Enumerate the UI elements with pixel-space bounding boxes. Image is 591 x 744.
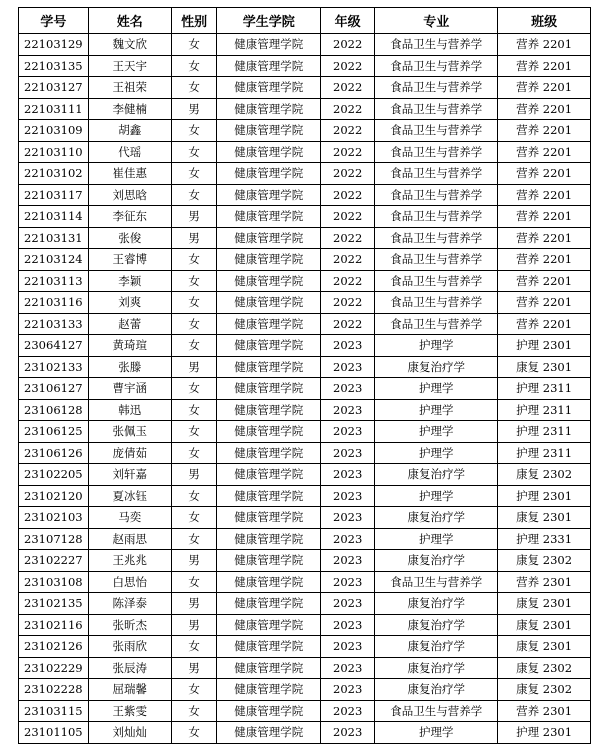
cell-year: 2023 <box>321 614 375 636</box>
cell-college: 健康管理学院 <box>217 550 321 572</box>
cell-year: 2023 <box>321 356 375 378</box>
cell-class: 营养 2201 <box>498 98 591 120</box>
cell-name: 赵蕾 <box>88 313 171 335</box>
cell-year: 2023 <box>321 421 375 443</box>
cell-major: 康复治疗学 <box>375 679 498 701</box>
cell-student-id: 23106127 <box>19 378 89 400</box>
cell-college: 健康管理学院 <box>217 141 321 163</box>
cell-student-id: 23102229 <box>19 657 89 679</box>
cell-major: 康复治疗学 <box>375 464 498 486</box>
cell-gender: 女 <box>171 528 216 550</box>
cell-college: 健康管理学院 <box>217 163 321 185</box>
cell-class: 营养 2201 <box>498 77 591 99</box>
cell-year: 2023 <box>321 464 375 486</box>
table-row <box>19 313 591 335</box>
header-student-id: 学号 <box>19 8 89 34</box>
cell-year: 2023 <box>321 335 375 357</box>
cell-gender: 女 <box>171 184 216 206</box>
cell-student-id: 23101105 <box>19 722 89 744</box>
student-table <box>18 7 591 744</box>
cell-major: 护理学 <box>375 485 498 507</box>
cell-class: 护理 2311 <box>498 421 591 443</box>
table-row <box>19 528 591 550</box>
table-row <box>19 421 591 443</box>
cell-gender: 女 <box>171 700 216 722</box>
cell-gender: 女 <box>171 421 216 443</box>
cell-year: 2023 <box>321 657 375 679</box>
cell-major: 食品卫生与营养学 <box>375 141 498 163</box>
cell-major: 康复治疗学 <box>375 356 498 378</box>
cell-gender: 女 <box>171 399 216 421</box>
cell-gender: 女 <box>171 722 216 744</box>
table-row <box>19 356 591 378</box>
header-major: 专业 <box>375 8 498 34</box>
cell-college: 健康管理学院 <box>217 98 321 120</box>
cell-class: 护理 2301 <box>498 722 591 744</box>
cell-major: 食品卫生与营养学 <box>375 98 498 120</box>
table-row <box>19 270 591 292</box>
cell-college: 健康管理学院 <box>217 120 321 142</box>
cell-student-id: 23102116 <box>19 614 89 636</box>
cell-major: 食品卫生与营养学 <box>375 270 498 292</box>
cell-major: 护理学 <box>375 378 498 400</box>
cell-gender: 男 <box>171 657 216 679</box>
cell-name: 张昕杰 <box>88 614 171 636</box>
cell-gender: 男 <box>171 464 216 486</box>
header-class: 班级 <box>498 8 591 34</box>
cell-student-id: 23102126 <box>19 636 89 658</box>
cell-class: 康复 2302 <box>498 550 591 572</box>
cell-student-id: 22103117 <box>19 184 89 206</box>
table-row <box>19 442 591 464</box>
cell-gender: 女 <box>171 270 216 292</box>
cell-college: 健康管理学院 <box>217 700 321 722</box>
cell-year: 2023 <box>321 593 375 615</box>
table-row <box>19 55 591 77</box>
cell-name: 李健楠 <box>88 98 171 120</box>
cell-year: 2022 <box>321 227 375 249</box>
cell-year: 2023 <box>321 378 375 400</box>
cell-class: 康复 2301 <box>498 614 591 636</box>
cell-major: 食品卫生与营养学 <box>375 206 498 228</box>
cell-class: 营养 2301 <box>498 571 591 593</box>
cell-class: 营养 2201 <box>498 120 591 142</box>
cell-college: 健康管理学院 <box>217 464 321 486</box>
cell-class: 营养 2201 <box>498 270 591 292</box>
cell-class: 康复 2302 <box>498 679 591 701</box>
cell-name: 李颖 <box>88 270 171 292</box>
cell-college: 健康管理学院 <box>217 34 321 56</box>
cell-student-id: 22103114 <box>19 206 89 228</box>
cell-year: 2023 <box>321 636 375 658</box>
cell-class: 营养 2201 <box>498 141 591 163</box>
cell-gender: 男 <box>171 614 216 636</box>
cell-name: 王兆兆 <box>88 550 171 572</box>
cell-class: 营养 2301 <box>498 700 591 722</box>
cell-gender: 女 <box>171 485 216 507</box>
cell-college: 健康管理学院 <box>217 399 321 421</box>
table-row <box>19 335 591 357</box>
cell-name: 张滕 <box>88 356 171 378</box>
table-row <box>19 507 591 529</box>
cell-college: 健康管理学院 <box>217 636 321 658</box>
cell-year: 2022 <box>321 141 375 163</box>
table-row <box>19 571 591 593</box>
cell-college: 健康管理学院 <box>217 485 321 507</box>
cell-student-id: 22103124 <box>19 249 89 271</box>
cell-year: 2022 <box>321 206 375 228</box>
cell-gender: 女 <box>171 163 216 185</box>
cell-year: 2023 <box>321 722 375 744</box>
cell-college: 健康管理学院 <box>217 614 321 636</box>
cell-major: 护理学 <box>375 399 498 421</box>
cell-college: 健康管理学院 <box>217 270 321 292</box>
cell-major: 食品卫生与营养学 <box>375 571 498 593</box>
cell-name: 刘轩嘉 <box>88 464 171 486</box>
cell-gender: 女 <box>171 34 216 56</box>
cell-gender: 女 <box>171 378 216 400</box>
cell-college: 健康管理学院 <box>217 313 321 335</box>
cell-class: 营养 2201 <box>498 292 591 314</box>
cell-class: 护理 2311 <box>498 399 591 421</box>
cell-student-id: 22103111 <box>19 98 89 120</box>
cell-student-id: 22103113 <box>19 270 89 292</box>
cell-year: 2022 <box>321 313 375 335</box>
cell-college: 健康管理学院 <box>217 571 321 593</box>
cell-name: 崔佳惠 <box>88 163 171 185</box>
cell-college: 健康管理学院 <box>217 77 321 99</box>
table-row <box>19 636 591 658</box>
cell-name: 胡鑫 <box>88 120 171 142</box>
table-row <box>19 120 591 142</box>
table-row <box>19 593 591 615</box>
cell-name: 代瑶 <box>88 141 171 163</box>
cell-gender: 女 <box>171 679 216 701</box>
cell-name: 李征东 <box>88 206 171 228</box>
cell-college: 健康管理学院 <box>217 55 321 77</box>
cell-gender: 男 <box>171 206 216 228</box>
cell-year: 2023 <box>321 442 375 464</box>
cell-major: 食品卫生与营养学 <box>375 292 498 314</box>
table-row <box>19 227 591 249</box>
cell-student-id: 23106126 <box>19 442 89 464</box>
cell-gender: 女 <box>171 77 216 99</box>
cell-name: 夏冰钰 <box>88 485 171 507</box>
cell-year: 2023 <box>321 679 375 701</box>
cell-name: 张辰涛 <box>88 657 171 679</box>
cell-college: 健康管理学院 <box>217 657 321 679</box>
cell-year: 2022 <box>321 77 375 99</box>
cell-gender: 女 <box>171 507 216 529</box>
cell-gender: 男 <box>171 550 216 572</box>
cell-student-id: 22103110 <box>19 141 89 163</box>
table-row <box>19 163 591 185</box>
cell-student-id: 22103102 <box>19 163 89 185</box>
cell-gender: 女 <box>171 120 216 142</box>
cell-year: 2023 <box>321 507 375 529</box>
table-row <box>19 679 591 701</box>
cell-student-id: 23106125 <box>19 421 89 443</box>
cell-class: 营养 2201 <box>498 34 591 56</box>
cell-name: 王祖荣 <box>88 77 171 99</box>
cell-major: 护理学 <box>375 528 498 550</box>
cell-college: 健康管理学院 <box>217 184 321 206</box>
cell-year: 2022 <box>321 270 375 292</box>
cell-class: 护理 2331 <box>498 528 591 550</box>
cell-name: 陈泽泰 <box>88 593 171 615</box>
cell-gender: 女 <box>171 313 216 335</box>
cell-major: 护理学 <box>375 722 498 744</box>
cell-student-id: 23102205 <box>19 464 89 486</box>
table-row <box>19 98 591 120</box>
cell-name: 张俊 <box>88 227 171 249</box>
cell-name: 刘思晗 <box>88 184 171 206</box>
cell-class: 营养 2201 <box>498 249 591 271</box>
table-row <box>19 399 591 421</box>
table-row <box>19 77 591 99</box>
cell-class: 康复 2301 <box>498 507 591 529</box>
cell-college: 健康管理学院 <box>217 249 321 271</box>
cell-year: 2023 <box>321 700 375 722</box>
cell-college: 健康管理学院 <box>217 421 321 443</box>
cell-gender: 女 <box>171 571 216 593</box>
header-name: 姓名 <box>88 8 171 34</box>
cell-major: 食品卫生与营养学 <box>375 120 498 142</box>
cell-gender: 男 <box>171 98 216 120</box>
cell-major: 食品卫生与营养学 <box>375 77 498 99</box>
cell-year: 2022 <box>321 55 375 77</box>
cell-college: 健康管理学院 <box>217 528 321 550</box>
cell-year: 2022 <box>321 120 375 142</box>
cell-college: 健康管理学院 <box>217 356 321 378</box>
cell-gender: 女 <box>171 141 216 163</box>
cell-class: 护理 2301 <box>498 335 591 357</box>
cell-student-id: 23102133 <box>19 356 89 378</box>
cell-gender: 女 <box>171 292 216 314</box>
cell-name: 张雨欣 <box>88 636 171 658</box>
cell-year: 2023 <box>321 571 375 593</box>
cell-major: 康复治疗学 <box>375 507 498 529</box>
cell-college: 健康管理学院 <box>217 292 321 314</box>
cell-name: 刘灿灿 <box>88 722 171 744</box>
table-row <box>19 378 591 400</box>
cell-major: 食品卫生与营养学 <box>375 55 498 77</box>
cell-major: 康复治疗学 <box>375 614 498 636</box>
cell-name: 张佩玉 <box>88 421 171 443</box>
cell-class: 营养 2201 <box>498 163 591 185</box>
cell-major: 康复治疗学 <box>375 636 498 658</box>
table-row <box>19 184 591 206</box>
cell-name: 屈瑞馨 <box>88 679 171 701</box>
cell-gender: 女 <box>171 55 216 77</box>
cell-college: 健康管理学院 <box>217 722 321 744</box>
cell-year: 2022 <box>321 163 375 185</box>
table-row <box>19 206 591 228</box>
cell-year: 2022 <box>321 249 375 271</box>
cell-gender: 男 <box>171 593 216 615</box>
cell-college: 健康管理学院 <box>217 227 321 249</box>
cell-student-id: 23102227 <box>19 550 89 572</box>
header-college: 学生学院 <box>217 8 321 34</box>
cell-college: 健康管理学院 <box>217 378 321 400</box>
cell-name: 曹宇涵 <box>88 378 171 400</box>
cell-year: 2023 <box>321 550 375 572</box>
cell-student-id: 23103115 <box>19 700 89 722</box>
cell-class: 营养 2201 <box>498 313 591 335</box>
table-row <box>19 550 591 572</box>
table-row <box>19 292 591 314</box>
cell-college: 健康管理学院 <box>217 206 321 228</box>
cell-college: 健康管理学院 <box>217 335 321 357</box>
cell-gender: 女 <box>171 249 216 271</box>
cell-college: 健康管理学院 <box>217 679 321 701</box>
cell-student-id: 23102135 <box>19 593 89 615</box>
cell-student-id: 23064127 <box>19 335 89 357</box>
cell-name: 黄琦瑄 <box>88 335 171 357</box>
cell-student-id: 23103108 <box>19 571 89 593</box>
cell-name: 白思怡 <box>88 571 171 593</box>
cell-major: 食品卫生与营养学 <box>375 184 498 206</box>
cell-major: 食品卫生与营养学 <box>375 249 498 271</box>
cell-college: 健康管理学院 <box>217 442 321 464</box>
cell-year: 2022 <box>321 98 375 120</box>
cell-class: 康复 2302 <box>498 657 591 679</box>
cell-student-id: 23107128 <box>19 528 89 550</box>
cell-major: 护理学 <box>375 335 498 357</box>
cell-class: 营养 2201 <box>498 55 591 77</box>
cell-class: 护理 2311 <box>498 442 591 464</box>
table-header-row <box>19 8 591 34</box>
table-row <box>19 485 591 507</box>
cell-name: 王睿博 <box>88 249 171 271</box>
cell-name: 魏文欣 <box>88 34 171 56</box>
cell-year: 2022 <box>321 34 375 56</box>
cell-major: 护理学 <box>375 421 498 443</box>
cell-class: 康复 2301 <box>498 593 591 615</box>
cell-year: 2023 <box>321 485 375 507</box>
cell-major: 食品卫生与营养学 <box>375 163 498 185</box>
cell-student-id: 23102228 <box>19 679 89 701</box>
cell-year: 2023 <box>321 528 375 550</box>
student-list-document <box>18 7 591 744</box>
cell-student-id: 23102120 <box>19 485 89 507</box>
cell-year: 2023 <box>321 399 375 421</box>
cell-major: 食品卫生与营养学 <box>375 227 498 249</box>
cell-gender: 女 <box>171 442 216 464</box>
cell-gender: 男 <box>171 227 216 249</box>
cell-student-id: 22103116 <box>19 292 89 314</box>
cell-major: 食品卫生与营养学 <box>375 313 498 335</box>
table-row <box>19 700 591 722</box>
cell-class: 康复 2301 <box>498 636 591 658</box>
table-row <box>19 249 591 271</box>
table-body <box>19 34 591 744</box>
cell-class: 营养 2201 <box>498 206 591 228</box>
cell-major: 康复治疗学 <box>375 657 498 679</box>
cell-class: 护理 2301 <box>498 485 591 507</box>
cell-class: 康复 2302 <box>498 464 591 486</box>
cell-year: 2022 <box>321 292 375 314</box>
cell-gender: 男 <box>171 356 216 378</box>
cell-name: 王天宇 <box>88 55 171 77</box>
table-row <box>19 464 591 486</box>
cell-major: 康复治疗学 <box>375 550 498 572</box>
cell-gender: 女 <box>171 335 216 357</box>
cell-name: 刘爽 <box>88 292 171 314</box>
cell-year: 2022 <box>321 184 375 206</box>
cell-class: 护理 2311 <box>498 378 591 400</box>
cell-college: 健康管理学院 <box>217 507 321 529</box>
cell-student-id: 22103131 <box>19 227 89 249</box>
cell-student-id: 22103129 <box>19 34 89 56</box>
cell-major: 护理学 <box>375 442 498 464</box>
cell-student-id: 22103133 <box>19 313 89 335</box>
cell-name: 庞倩茹 <box>88 442 171 464</box>
cell-college: 健康管理学院 <box>217 593 321 615</box>
cell-student-id: 23106128 <box>19 399 89 421</box>
cell-major: 康复治疗学 <box>375 593 498 615</box>
cell-class: 康复 2301 <box>498 356 591 378</box>
cell-major: 食品卫生与营养学 <box>375 34 498 56</box>
cell-name: 马奕 <box>88 507 171 529</box>
table-row <box>19 34 591 56</box>
table-row <box>19 614 591 636</box>
cell-student-id: 22103109 <box>19 120 89 142</box>
cell-major: 食品卫生与营养学 <box>375 700 498 722</box>
cell-name: 韩迅 <box>88 399 171 421</box>
table-row <box>19 722 591 744</box>
cell-class: 营养 2201 <box>498 227 591 249</box>
header-year: 年级 <box>321 8 375 34</box>
cell-student-id: 23102103 <box>19 507 89 529</box>
table-row <box>19 657 591 679</box>
cell-student-id: 22103135 <box>19 55 89 77</box>
cell-class: 营养 2201 <box>498 184 591 206</box>
cell-gender: 女 <box>171 636 216 658</box>
table-row <box>19 141 591 163</box>
header-gender: 性别 <box>171 8 216 34</box>
cell-name: 赵雨思 <box>88 528 171 550</box>
cell-name: 王紫雯 <box>88 700 171 722</box>
cell-student-id: 22103127 <box>19 77 89 99</box>
